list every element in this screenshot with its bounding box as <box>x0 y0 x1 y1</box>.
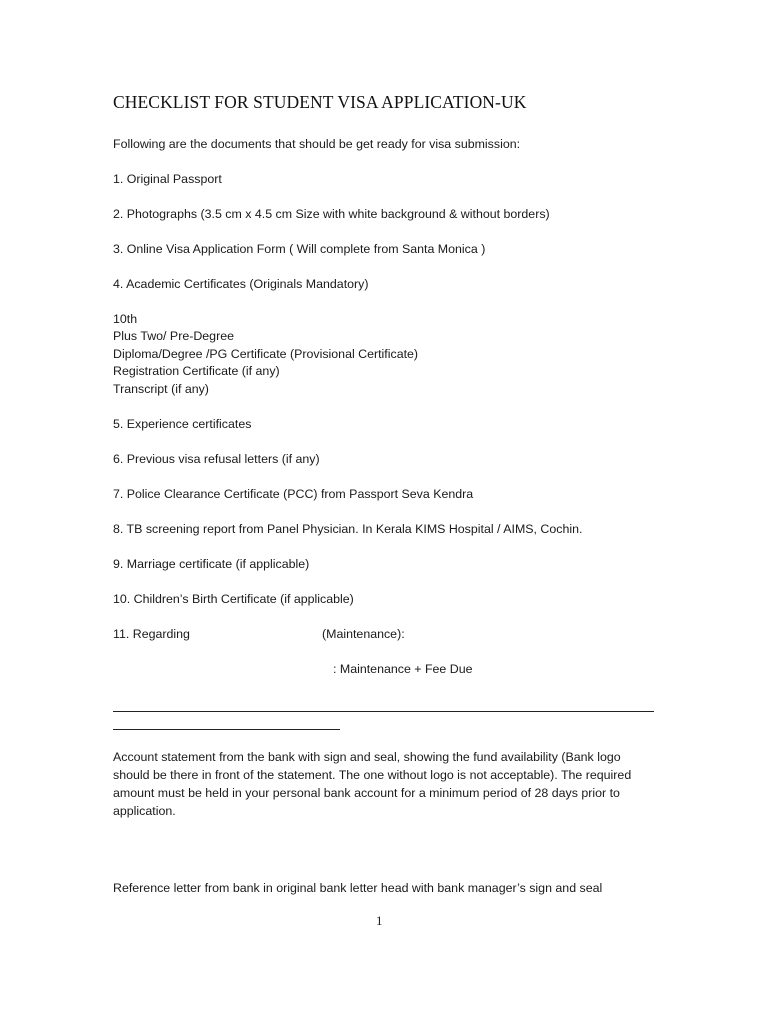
academic-list-item: 10th <box>113 312 138 326</box>
item-experience: 5. Experience certificates <box>113 417 252 431</box>
item-children: 10. Children’s Birth Certificate (if applicable) <box>113 592 354 606</box>
page-title: CHECKLIST FOR STUDENT VISA APPLICATION-UK <box>113 92 527 112</box>
account-statement-text: Account statement from the bank with sign and seal, showing the fund availability (Bank logo should be there in front of the statement. The one without logo is not acceptable). The required amount must be held in your personal bank account for a minimum period of 28 days prior to application. <box>113 750 632 818</box>
item-passport: 1. Original Passport <box>113 172 222 186</box>
item-photographs: 2. Photographs (3.5 cm x 4.5 cm Size with white background & without borders) <box>113 207 550 221</box>
academic-list-item: Transcript (if any) <box>113 382 209 396</box>
item-pcc: 7. Police Clearance Certificate (PCC) from Passport Seva Kendra <box>113 487 474 501</box>
maintenance-formula: : Maintenance + Fee Due <box>333 662 473 676</box>
item-regarding: 11. Regarding <box>113 627 190 641</box>
item-academic: 4. Academic Certificates (Originals Mandatory) <box>113 277 369 291</box>
academic-list-item: Plus Two/ Pre-Degree <box>113 329 234 343</box>
separator-line-short <box>113 729 340 730</box>
separator-line <box>113 711 654 712</box>
item-refusal: 6. Previous visa refusal letters (if any) <box>113 452 320 466</box>
intro-text: Following are the documents that should be get ready for visa submission: <box>113 137 521 151</box>
item-tb-screening: 8. TB screening report from Panel Physician. In Kerala KIMS Hospital / AIMS, Cochin. <box>113 522 583 536</box>
page-number: 1 <box>376 913 383 928</box>
academic-list-item: Diploma/Degree /PG Certificate (Provisional Certificate) <box>113 347 419 361</box>
maintenance-label: (Maintenance): <box>322 627 405 641</box>
academic-list-item: Registration Certificate (if any) <box>113 364 280 378</box>
item-online-form: 3. Online Visa Application Form ( Will complete from Santa Monica ) <box>113 242 486 256</box>
reference-letter-text: Reference letter from bank in original bank letter head with bank manager’s sign and seal <box>113 881 603 895</box>
item-marriage: 9. Marriage certificate (if applicable) <box>113 557 310 571</box>
